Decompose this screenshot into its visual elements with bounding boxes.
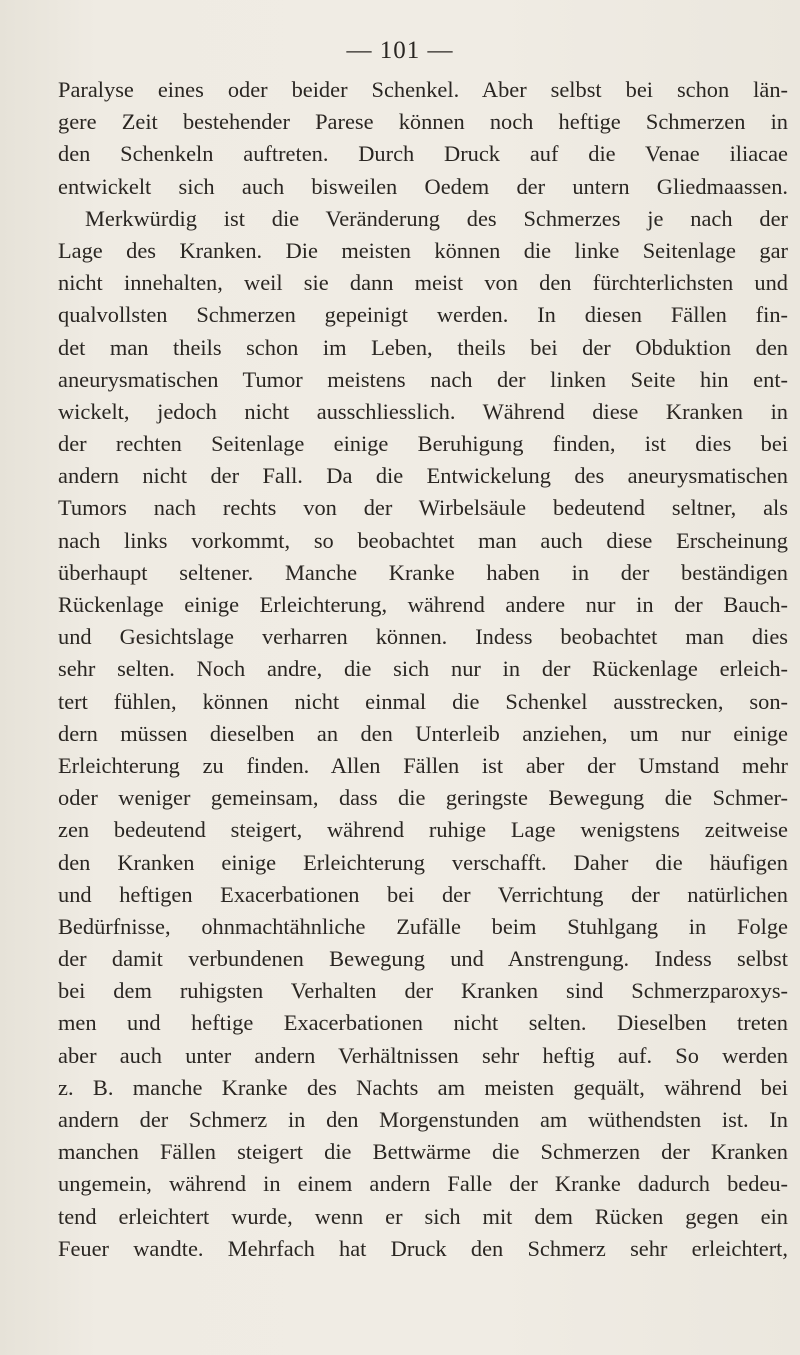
text-line: der damit verbundenen Bewegung und Anstrengung. Indess selbst	[58, 946, 788, 972]
text-line: nach links vorkommt, so beobachtet man auch diese Erscheinung	[58, 527, 788, 553]
text-line: men und heftige Exacerbationen nicht selten. Dieselben treten	[58, 1010, 788, 1036]
text-line: oder weniger gemeinsam, dass die geringste Bewegung die Schmer-	[58, 785, 788, 811]
text-line: entwickelt sich auch bisweilen Oedem der untern Gliedmaassen.	[58, 173, 788, 199]
text-line: z. B. manche Kranke des Nachts am meisten gequält, während bei	[58, 1074, 788, 1100]
text-line: tert fühlen, können nicht einmal die Schenkel ausstrecken, son-	[58, 688, 788, 714]
text-line: zen bedeutend steigert, während ruhige Lage wenigstens zeitweise	[58, 817, 788, 843]
text-line: Merkwürdig ist die Veränderung des Schmerzes je nach der	[85, 205, 788, 231]
text-line: den Kranken einige Erleichterung verschafft. Daher die häufigen	[58, 849, 788, 875]
text-line: bei dem ruhigsten Verhalten der Kranken sind Schmerzparoxys-	[58, 978, 788, 1004]
text-line: sehr selten. Noch andre, die sich nur in der Rückenlage erleich-	[58, 656, 788, 682]
body-text	[58, 74, 788, 1265]
page-number: — 101 —	[346, 37, 454, 64]
text-line: Tumors nach rechts von der Wirbelsäule bedeutend seltner, als	[58, 495, 788, 521]
text-line: und heftigen Exacerbationen bei der Verrichtung der natürlichen	[58, 881, 788, 907]
text-line: den Schenkeln auftreten. Durch Druck auf die Venae iliacae	[58, 141, 788, 167]
text-line: dern müssen dieselben an den Unterleib anziehen, um nur einige	[58, 720, 788, 746]
text-line: tend erleichtert wurde, wenn er sich mit dem Rücken gegen ein	[58, 1203, 788, 1229]
text-line: Lage des Kranken. Die meisten können die linke Seitenlage gar	[58, 237, 788, 263]
text-line: det man theils schon im Leben, theils bei der Obduktion den	[58, 334, 788, 360]
text-line: qualvollsten Schmerzen gepeinigt werden. In diesen Fällen fin-	[58, 302, 788, 328]
text-line: aber auch unter andern Verhältnissen sehr heftig auf. So werden	[58, 1042, 788, 1068]
text-line: Feuer wandte. Mehrfach hat Druck den Schmerz sehr erleichtert,	[58, 1235, 788, 1261]
text-line: Erleichterung zu finden. Allen Fällen ist aber der Umstand mehr	[58, 752, 788, 778]
text-line: andern nicht der Fall. Da die Entwickelung des aneurysmatischen	[58, 463, 788, 489]
text-line: überhaupt seltener. Manche Kranke haben in der beständigen	[58, 559, 788, 585]
text-line: andern der Schmerz in den Morgenstunden am wüthendsten ist. In	[58, 1107, 788, 1132]
text-line: manchen Fällen steigert die Bettwärme die Schmerzen der Kranken	[58, 1139, 788, 1165]
text-line: gere Zeit bestehender Parese können noch heftige Schmerzen in	[58, 109, 788, 135]
text-line: Bedürfnisse, ohnmachtähnliche Zufälle beim Stuhlgang in Folge	[58, 913, 788, 939]
text-line: ungemein, während in einem andern Falle der Kranke dadurch bedeu-	[58, 1171, 788, 1197]
text-line: Paralyse eines oder beider Schenkel. Aber selbst bei schon län-	[58, 77, 788, 102]
text-line: der rechten Seitenlage einige Beruhigung finden, ist dies bei	[58, 431, 788, 457]
text-line: wickelt, jedoch nicht ausschliesslich. Während diese Kranken in	[58, 398, 788, 424]
text-line: Rückenlage einige Erleichterung, während andere nur in der Bauch-	[58, 592, 788, 617]
text-line: aneurysmatischen Tumor meistens nach der linken Seite hin ent-	[58, 366, 788, 392]
text-line: nicht innehalten, weil sie dann meist von den fürchterlichsten und	[58, 270, 788, 296]
text-line: und Gesichtslage verharren können. Indess beobachtet man dies	[58, 624, 788, 650]
